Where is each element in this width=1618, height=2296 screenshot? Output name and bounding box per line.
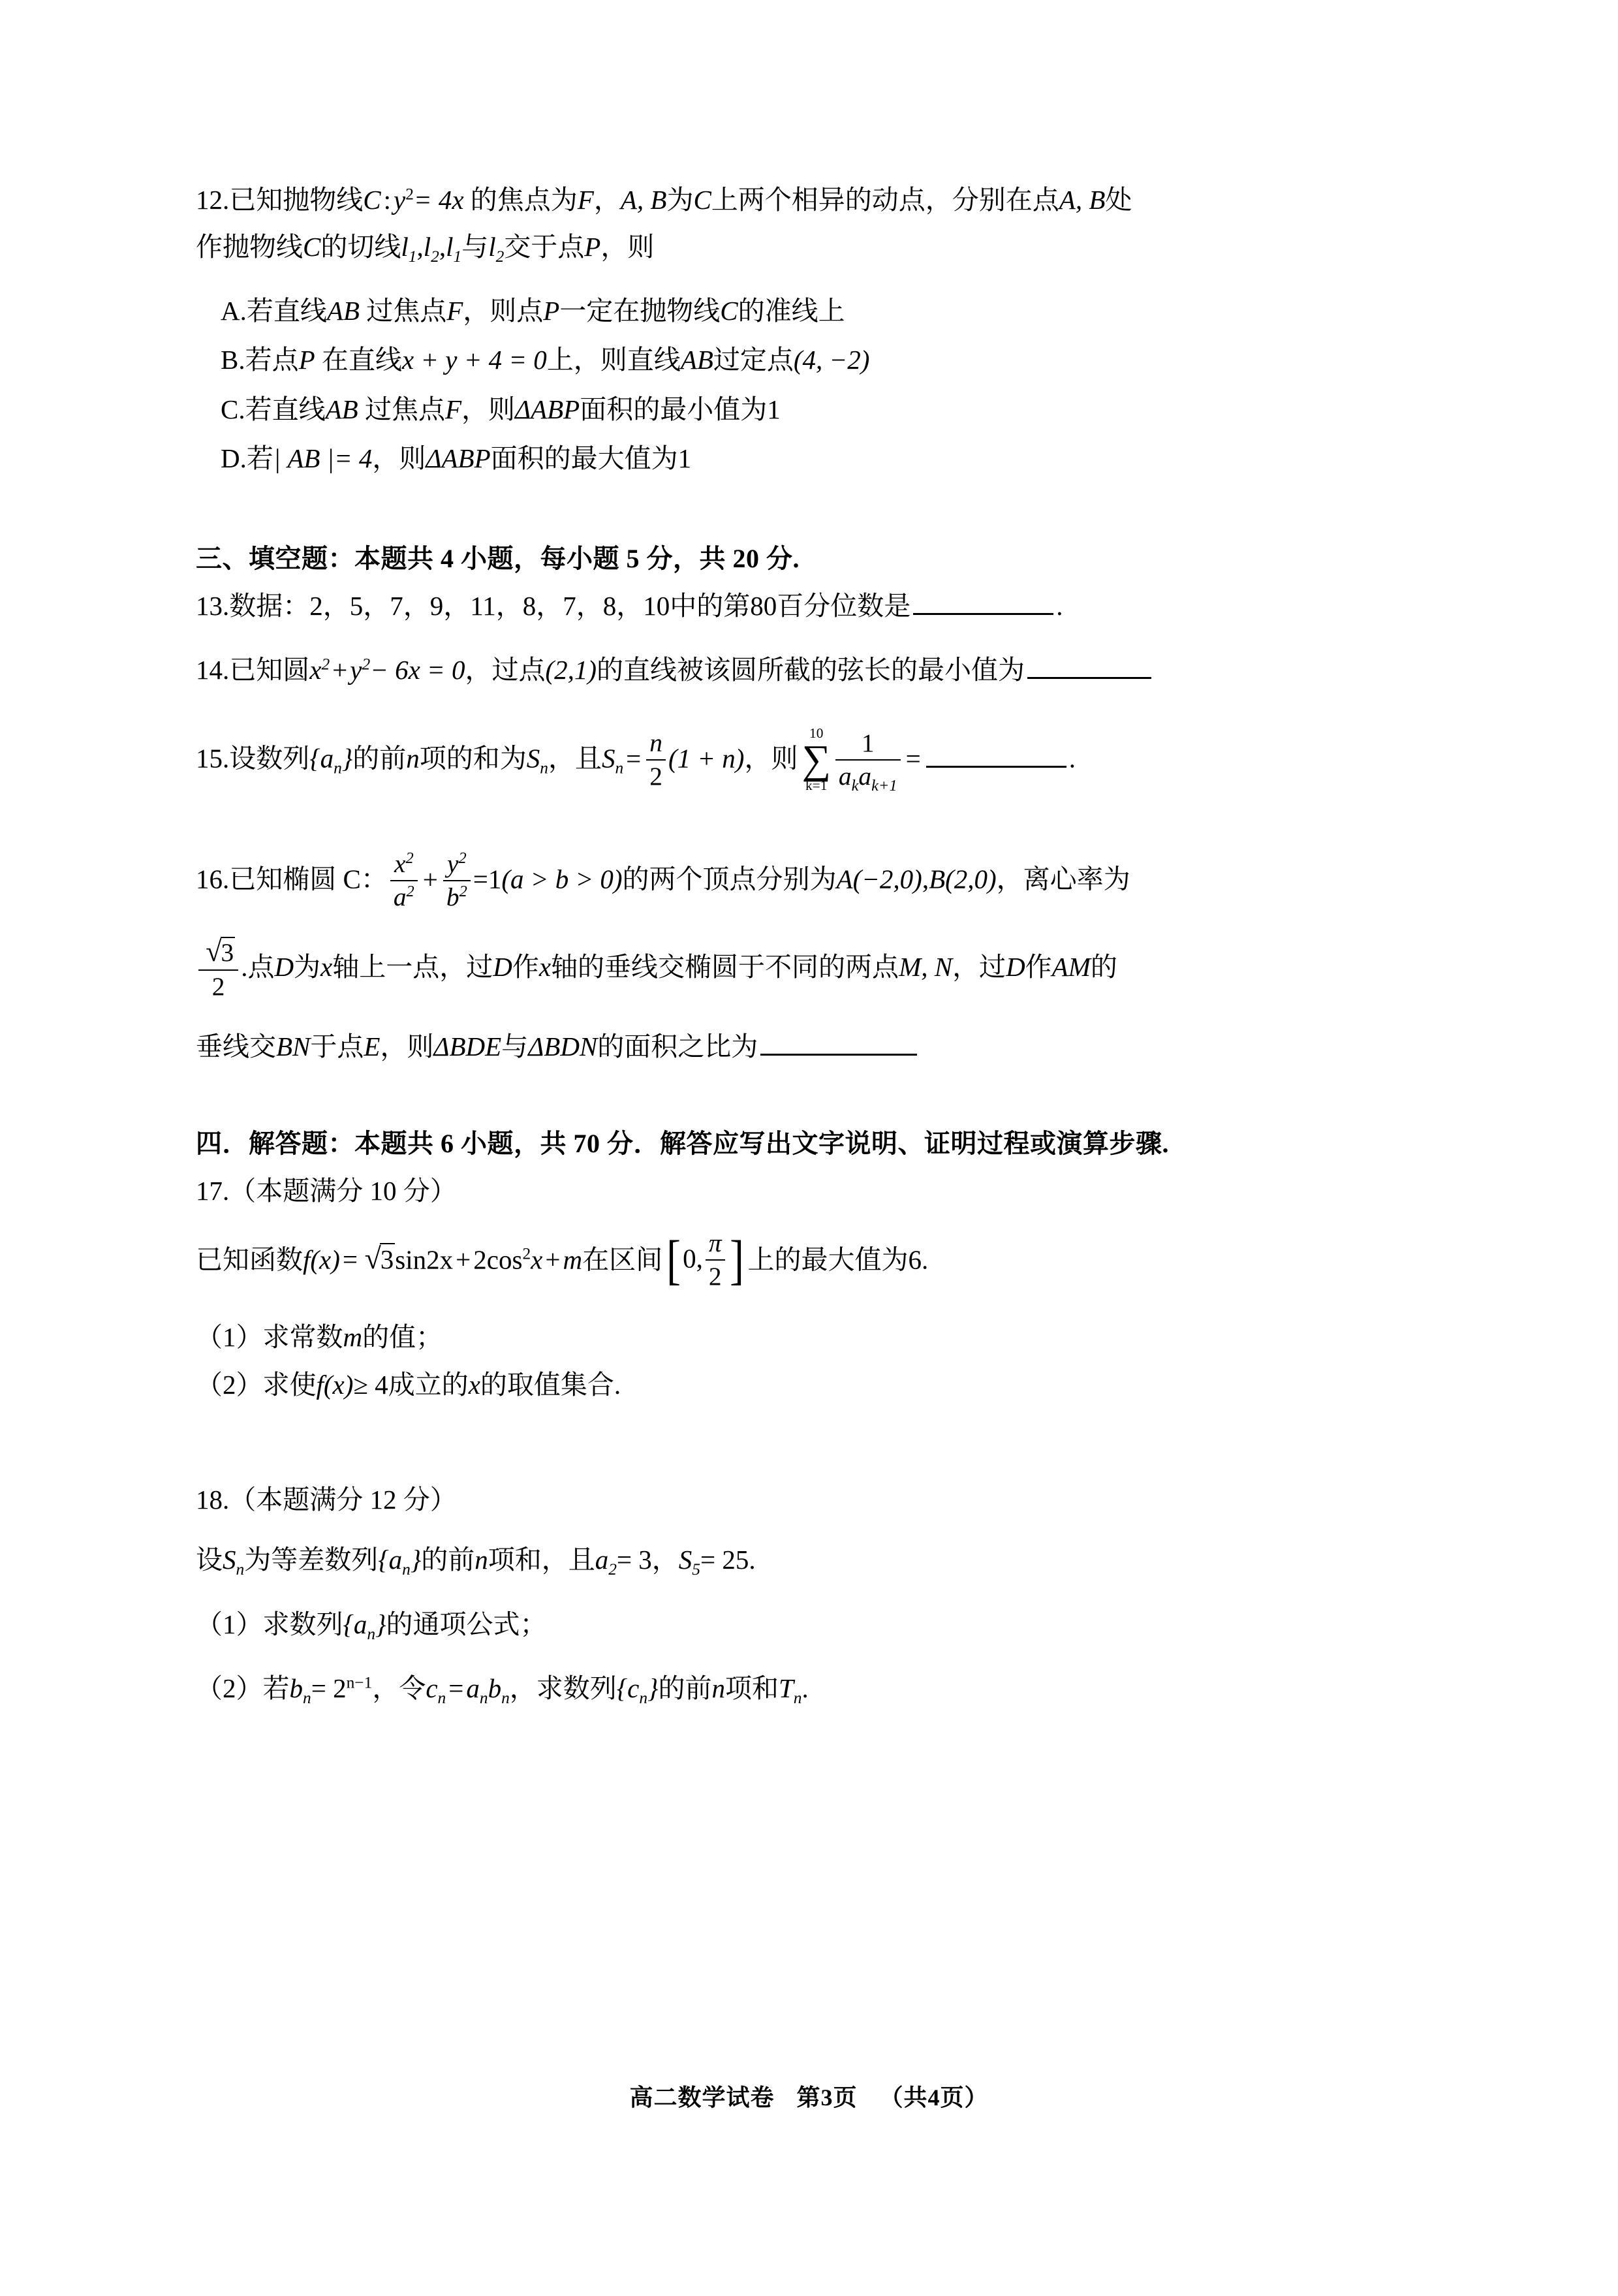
opt-a-t1: 若直线 bbox=[246, 295, 327, 326]
q18-sub2-T: T bbox=[778, 1673, 794, 1704]
q12-curve-c2: C bbox=[693, 185, 711, 215]
q16-number: 16. bbox=[196, 864, 230, 894]
q18-sub2-a: （2）若 bbox=[196, 1673, 290, 1704]
question-17-sub2 bbox=[196, 1364, 1436, 1405]
q16-text-c: ，离心率为 bbox=[996, 864, 1130, 894]
q17-cos-var: x bbox=[531, 1244, 543, 1275]
q17-int-den: 2 bbox=[708, 1261, 722, 1291]
opt-a-t4: 一定在抛物线 bbox=[559, 295, 721, 326]
q15-seq: {a bbox=[309, 743, 334, 774]
q17-int-num: π bbox=[706, 1229, 725, 1261]
opt-b-v4: (4, −2) bbox=[793, 345, 870, 375]
q12-points-ab: A, B bbox=[620, 185, 667, 215]
q12-l2-text4: ，则 bbox=[600, 232, 655, 262]
question-12-stem-line2: 作抛物线C的切线$l_1,l_2,l_1$与$l_2$交于点P，则 bbox=[196, 232, 655, 266]
q16-l2-g: 作 bbox=[1025, 951, 1052, 982]
q15-text-d: ，且 bbox=[548, 743, 602, 774]
opt-a-t2: 过焦点 bbox=[366, 295, 447, 326]
q15-S2-sub: n bbox=[615, 759, 624, 778]
q15-sum-num: 1 bbox=[835, 729, 901, 761]
q13-text-b: 百分位数是 bbox=[777, 590, 911, 621]
q15-fraction-n-over-2 bbox=[646, 729, 666, 791]
q16-f2-num-y: y bbox=[446, 849, 459, 879]
opt-d-v2: ΔABP bbox=[426, 443, 491, 474]
q18-sub1-a: （1）求数列 bbox=[196, 1609, 343, 1639]
q16-tri1: ΔBDE bbox=[433, 1031, 502, 1062]
q12-tangent-l2: l bbox=[423, 232, 431, 262]
bracket-left-icon: [ bbox=[666, 1230, 681, 1291]
q18-sub2-b-exp: n−1 bbox=[346, 1673, 373, 1692]
q16-f2-num bbox=[443, 849, 471, 881]
q12-stem-text1: 已知抛物线 bbox=[229, 185, 364, 215]
q15-S-sub: n bbox=[540, 759, 548, 778]
q18-S5-eq: = 25 bbox=[700, 1545, 749, 1575]
q18-seq: {a bbox=[378, 1545, 403, 1575]
q12-stem-text5: 处 bbox=[1105, 185, 1132, 215]
q15-den-a1-sub: k bbox=[851, 777, 859, 795]
q18-S5-sub: 5 bbox=[692, 1560, 700, 1579]
q12-stem-text3: 为 bbox=[666, 185, 694, 215]
q14-x-exp: 2 bbox=[321, 655, 330, 674]
q18-sub2-a-sym: a bbox=[466, 1673, 480, 1704]
q15-sum-lower: k=1 bbox=[805, 777, 828, 793]
q16-point-a: A(−2,0) bbox=[836, 864, 922, 894]
q17-int-left: 0, bbox=[683, 1243, 703, 1274]
q16-point-b: B(2,0) bbox=[929, 864, 997, 894]
q18-sub2-b-eq: = 2 bbox=[311, 1673, 347, 1704]
q13-number: 13. bbox=[196, 590, 230, 621]
q15-summation bbox=[801, 726, 830, 793]
q12-l3-sub: 1 bbox=[453, 247, 462, 266]
q18-sub2-cseq-sub: n bbox=[639, 1689, 648, 1708]
question-12-option-c[interactable] bbox=[221, 390, 1436, 430]
opt-c-t2: 过焦点 bbox=[364, 394, 445, 424]
q18-period: . bbox=[749, 1545, 756, 1575]
q14-text-a: 已知圆 bbox=[229, 654, 310, 685]
question-12-stem bbox=[196, 180, 1436, 220]
q17-plus: + bbox=[456, 1244, 471, 1275]
q15-S: S bbox=[526, 743, 540, 774]
q15-sum-upper: 10 bbox=[809, 725, 824, 742]
q17-sub2-a: （2）求使 bbox=[196, 1369, 317, 1400]
question-16-line1 bbox=[196, 851, 1436, 913]
q14-text-c: 的直线被该圆所截的弦长的最小值为 bbox=[597, 654, 1025, 685]
question-13 bbox=[196, 586, 1436, 626]
q12-stem-text4: 上两个相异的动点，分别在点 bbox=[711, 185, 1059, 215]
opt-c-v2: F bbox=[444, 394, 461, 424]
opt-b-v1: P bbox=[298, 345, 315, 375]
q14-number: 14. bbox=[196, 654, 230, 685]
opt-a-v2: F bbox=[446, 295, 463, 326]
footer-page-total: （共4页） bbox=[879, 2084, 989, 2111]
q16-l2-a: .点 bbox=[241, 951, 275, 982]
section-4-heading: 四．解答题：本题共 6 小题，共 70 分．解答应写出文字说明、证明过程或演算步骤. bbox=[196, 1129, 1169, 1159]
q17-f: f bbox=[303, 1244, 311, 1275]
question-16-line3 bbox=[196, 1026, 1436, 1067]
q16-f1-den-sup: 2 bbox=[406, 883, 414, 901]
q16-x1: x bbox=[320, 951, 333, 982]
q12-number: 12. bbox=[196, 185, 230, 215]
q17-sub1-m: m bbox=[343, 1322, 363, 1353]
q17-cos-term: 2cos bbox=[473, 1244, 523, 1275]
q18-sub2-b-sub: n bbox=[303, 1689, 311, 1708]
opt-a-v1: AB bbox=[326, 295, 360, 326]
q17-sub2-fx: (x) bbox=[323, 1369, 354, 1400]
q18-sub2-a-sub: n bbox=[479, 1689, 488, 1708]
q12-tangent-l1: l bbox=[401, 232, 409, 262]
q16-x2: x bbox=[538, 951, 552, 982]
q18-S5: S bbox=[678, 1545, 692, 1575]
question-17-sub1 bbox=[196, 1317, 1436, 1357]
bracket-right-icon: ] bbox=[729, 1230, 744, 1291]
q16-plus: + bbox=[422, 864, 438, 894]
q15-number: 15. bbox=[196, 743, 230, 774]
opt-d-key: D. bbox=[221, 443, 247, 474]
question-18-sub1 bbox=[196, 1604, 1436, 1644]
q17-sqrt-radicand: 3 bbox=[380, 1244, 394, 1275]
q18-seq-close: } bbox=[410, 1545, 422, 1575]
q16-l2-b: 为 bbox=[294, 951, 321, 982]
q14-y-exp: 2 bbox=[362, 655, 371, 674]
opt-a-v4: C bbox=[720, 295, 738, 326]
question-12-option-b[interactable] bbox=[221, 340, 1436, 381]
opt-c-v1: AB bbox=[325, 394, 358, 424]
q18-sub1-sub: n bbox=[367, 1624, 376, 1643]
sqrt-icon bbox=[202, 936, 235, 968]
page-footer bbox=[0, 2079, 1618, 2113]
q12-point-p: P bbox=[584, 232, 601, 262]
q16-l2-h: 的 bbox=[1090, 951, 1117, 982]
q16-eq-one: =1 bbox=[473, 864, 502, 894]
q16-eccentricity bbox=[198, 936, 238, 1001]
opt-b-key: B. bbox=[221, 345, 245, 375]
q18-sub2-d: ，求数列 bbox=[509, 1673, 617, 1704]
sqrt-3-icon bbox=[360, 1236, 395, 1282]
q15-den-a2: a bbox=[858, 762, 872, 791]
q15-n1: n bbox=[406, 743, 420, 774]
q12-comma1: ， bbox=[593, 185, 621, 215]
q17-period: . bbox=[922, 1244, 929, 1275]
q16-f2-den-b: b bbox=[446, 883, 459, 912]
q18-sub2-c-eq: = bbox=[448, 1673, 464, 1704]
q12-l2-text3: 交于点 bbox=[504, 232, 585, 262]
q17-body-c: 上的最大值为 bbox=[747, 1244, 909, 1275]
q14-eq-y: y bbox=[350, 654, 362, 685]
opt-c-t4: 面积的最小值为 bbox=[580, 394, 768, 424]
q15-text-e: ，则 bbox=[744, 743, 798, 774]
q18-sub2-cseq: {c bbox=[616, 1673, 640, 1704]
q17-body-a: 已知函数 bbox=[196, 1244, 303, 1275]
q13-percentile: 80 bbox=[750, 590, 777, 621]
q17-m: m bbox=[563, 1244, 583, 1275]
q16-f2-den bbox=[443, 881, 471, 912]
q12-colon: : bbox=[383, 185, 392, 215]
q16-frac-x2-a2 bbox=[390, 849, 418, 912]
q12-points-ab2: A, B bbox=[1059, 185, 1106, 215]
q15-answer-blank[interactable] bbox=[926, 739, 1066, 768]
q12-eq-y: y bbox=[394, 185, 406, 215]
q12-l4-sub: 2 bbox=[495, 247, 505, 266]
q16-f2-den-sup: 2 bbox=[459, 883, 467, 901]
q18-body-b: 为等差数列 bbox=[244, 1545, 379, 1575]
question-17-body bbox=[196, 1228, 1436, 1294]
q16-l2-d: 作 bbox=[512, 951, 539, 982]
q15-eq: = bbox=[626, 743, 642, 774]
sigma-icon: ∑ bbox=[801, 736, 831, 782]
q15-den-a2-sub: k+1 bbox=[871, 777, 897, 795]
q16-f1-num-sup: 2 bbox=[405, 849, 414, 868]
q18-body-c: 的前 bbox=[421, 1545, 475, 1575]
question-15 bbox=[196, 725, 1436, 795]
q12-tangent-l4: l bbox=[488, 232, 496, 262]
q12-yu: 与 bbox=[461, 232, 489, 262]
q15-seq-close: } bbox=[341, 743, 353, 774]
q17-sub2-c: 的取值集合. bbox=[480, 1369, 621, 1400]
opt-b-t3: 上，则直线 bbox=[546, 345, 681, 375]
q18-a2-sub: 2 bbox=[608, 1560, 617, 1579]
q18-comma: ， bbox=[651, 1545, 679, 1575]
opt-c-key: C. bbox=[221, 394, 245, 424]
q16-text-a: 已知椭圆 C： bbox=[229, 864, 388, 894]
q16-frac-y2-b2 bbox=[443, 849, 471, 912]
q18-seq-sub: n bbox=[402, 1560, 411, 1579]
opt-d-v3: 1 bbox=[677, 443, 692, 474]
q16-comma: , bbox=[922, 864, 929, 894]
q14-plus: + bbox=[332, 654, 348, 685]
opt-b-t2: 在直线 bbox=[321, 345, 402, 375]
q15-period: . bbox=[1068, 743, 1076, 774]
q16-ecc-num bbox=[198, 936, 238, 971]
q18-a2: a bbox=[595, 1545, 609, 1575]
q18-S-sub: n bbox=[236, 1560, 245, 1579]
radical-sign-2: √ bbox=[364, 1242, 381, 1276]
q18-sub1-close: } bbox=[375, 1609, 386, 1639]
q16-mn: M, N bbox=[899, 951, 953, 982]
q16-d1: D bbox=[274, 951, 294, 982]
q18-number: 18. bbox=[196, 1485, 230, 1515]
q18-title-text: （本题满分 12 分） bbox=[229, 1485, 457, 1515]
q16-condition: (a > b > 0) bbox=[501, 864, 623, 894]
q15-den-a1: a bbox=[838, 762, 852, 791]
q12-l1-sub: 1 bbox=[408, 247, 417, 266]
q18-sub2-n: n bbox=[711, 1673, 725, 1704]
question-16-line2 bbox=[196, 937, 1436, 1003]
q16-f2-num-sup: 2 bbox=[458, 849, 467, 868]
q15-frac-den: 2 bbox=[649, 762, 662, 791]
q18-sub1-b: 的通项公式； bbox=[386, 1609, 547, 1639]
q12-l2-text2: 的切线 bbox=[320, 232, 401, 262]
opt-a-key: A. bbox=[221, 295, 247, 326]
q16-f1-num-x: x bbox=[394, 849, 406, 879]
q18-body-d: 项和，且 bbox=[488, 1545, 595, 1575]
q16-l2-f: ，过 bbox=[952, 951, 1006, 982]
section-3-heading: 三、填空题：本题共 4 小题，每小题 5 分，共 20 分. bbox=[196, 543, 800, 573]
q18-sub2-f: 项和 bbox=[724, 1673, 779, 1704]
q18-sub2-T-sub: n bbox=[793, 1689, 802, 1708]
q17-max-val: 6 bbox=[908, 1244, 922, 1275]
footer-page-label: 第3页 bbox=[796, 2084, 858, 2111]
question-18-sub2 bbox=[196, 1668, 1436, 1708]
q16-l3-c: ，则 bbox=[380, 1031, 434, 1062]
page-content bbox=[196, 180, 1436, 1715]
q17-interval-inner bbox=[683, 1230, 727, 1293]
q16-f1-den bbox=[390, 881, 418, 912]
opt-c-t3: ，则 bbox=[461, 394, 515, 424]
q18-sub2-c-sym: c bbox=[426, 1673, 438, 1704]
opt-c-t1: 若直线 bbox=[245, 394, 326, 424]
radical-sign: √ bbox=[206, 936, 222, 968]
q17-cos-sup: 2 bbox=[522, 1244, 531, 1263]
q16-l2-c: 轴上一点，过 bbox=[332, 951, 493, 982]
opt-a-t5: 的准线上 bbox=[738, 295, 845, 326]
q17-interval bbox=[664, 1230, 745, 1293]
q18-body-a: 设 bbox=[196, 1545, 223, 1575]
q16-d3: D bbox=[1006, 951, 1025, 982]
opt-d-v1: | AB |= 4 bbox=[273, 443, 373, 474]
q13-period: . bbox=[1056, 590, 1063, 621]
q16-l3-d: 与 bbox=[501, 1031, 529, 1062]
q17-sub2-ge: ≥ 4 bbox=[353, 1369, 388, 1400]
q17-sub1-a: （1）求常数 bbox=[196, 1322, 343, 1353]
opt-c-v4: 1 bbox=[767, 394, 781, 424]
question-17-title bbox=[196, 1171, 1436, 1211]
q15-sum-den bbox=[835, 761, 901, 795]
q15-frac-num: n bbox=[646, 729, 666, 761]
q16-tri2: ΔBDN bbox=[528, 1031, 598, 1062]
q12-eq-exp: 2 bbox=[405, 185, 414, 204]
footer-subject: 高二数学试卷 bbox=[629, 2084, 775, 2111]
q17-plus2: + bbox=[545, 1244, 561, 1275]
q18-sub2-cseq-close: } bbox=[647, 1673, 659, 1704]
opt-a-t3: ，则点 bbox=[463, 295, 544, 326]
q17-sub2-f: f bbox=[316, 1369, 324, 1400]
q17-body-b: 在区间 bbox=[582, 1244, 663, 1275]
q17-eq: = bbox=[342, 1244, 358, 1275]
q18-S: S bbox=[223, 1545, 236, 1575]
q18-sub2-c-sub: n bbox=[437, 1689, 446, 1708]
q15-paren: (1 + n) bbox=[668, 743, 745, 774]
q12-l2-text1: 作抛物线 bbox=[196, 232, 303, 262]
opt-a-v3: P bbox=[543, 295, 560, 326]
q16-am: AM bbox=[1051, 951, 1091, 982]
q16-l3-b: 于点 bbox=[310, 1031, 364, 1062]
q16-ecc-den: 2 bbox=[211, 972, 225, 1001]
q14-eq-x: x bbox=[309, 654, 322, 685]
q15-text-b: 的前 bbox=[352, 743, 407, 774]
q12-curve-c: C bbox=[363, 185, 381, 215]
q16-d2: D bbox=[493, 951, 512, 982]
q18-n: n bbox=[475, 1545, 488, 1575]
q16-f1-den-a: a bbox=[393, 883, 407, 912]
q18-sub2-bb-sym: b bbox=[488, 1673, 502, 1704]
q15-S2: S bbox=[601, 743, 615, 774]
q18-sub2-b-sym: b bbox=[289, 1673, 303, 1704]
q17-int-frac bbox=[706, 1229, 725, 1291]
q18-a2-eq: = 3 bbox=[616, 1545, 652, 1575]
q16-text-b: 的两个顶点分别为 bbox=[622, 864, 837, 894]
question-18-body bbox=[196, 1539, 1436, 1580]
q16-ecc-radicand: 3 bbox=[221, 938, 234, 967]
opt-d-t1: 若 bbox=[246, 443, 273, 474]
q12-l2-sub: 2 bbox=[431, 247, 439, 266]
opt-b-v3: AB bbox=[680, 345, 713, 375]
opt-b-v2: x + y + 4 = 0 bbox=[401, 345, 547, 375]
opt-c-v3: ΔABP bbox=[515, 394, 580, 424]
q15-sum-fraction bbox=[835, 729, 901, 795]
q15-seq-sub: n bbox=[334, 759, 342, 778]
q15-text-c: 项的和为 bbox=[419, 743, 527, 774]
q12-l2-curve: C bbox=[303, 232, 321, 262]
question-18-title bbox=[196, 1479, 1436, 1520]
q17-number: 17. bbox=[196, 1176, 230, 1206]
q18-sub2-bb-sub: n bbox=[501, 1689, 510, 1708]
q16-e: E bbox=[364, 1031, 381, 1062]
q16-bn: BN bbox=[276, 1031, 311, 1062]
q12-focus-f: F bbox=[577, 185, 594, 215]
q18-sub1-seq: {a bbox=[343, 1609, 367, 1639]
question-12-option-d[interactable] bbox=[221, 439, 1436, 479]
q16-l3-a: 垂线交 bbox=[196, 1031, 276, 1062]
q15-equals: = bbox=[905, 743, 921, 774]
q16-answer-blank[interactable] bbox=[760, 1027, 917, 1056]
q16-f1-num bbox=[390, 849, 418, 881]
q13-answer-blank[interactable] bbox=[913, 586, 1053, 615]
opt-b-t1: 若点 bbox=[245, 345, 299, 375]
opt-d-t2: ，则 bbox=[372, 443, 426, 474]
question-14 bbox=[196, 650, 1436, 690]
q18-sub2-period: . bbox=[801, 1673, 809, 1704]
q16-l3-e: 的面积之比为 bbox=[597, 1031, 758, 1062]
q13-text-a: 数据：2，5，7，9，11，8，7，8，10中的第 bbox=[229, 590, 751, 621]
question-12-option-a[interactable] bbox=[221, 291, 1436, 332]
q14-answer-blank[interactable] bbox=[1027, 650, 1151, 679]
q17-sub2-b: 成立的 bbox=[388, 1369, 469, 1400]
q17-sin-term: sin2x bbox=[395, 1244, 454, 1275]
q17-sub1-b: 的值； bbox=[362, 1322, 443, 1353]
q12-tangent-l3: l bbox=[446, 232, 454, 262]
q15-text-a: 设数列 bbox=[229, 743, 310, 774]
q14-eq-rest: − 6x = 0 bbox=[370, 654, 465, 685]
q14-text-b: ，过点 bbox=[465, 654, 546, 685]
opt-b-t4: 过定点 bbox=[713, 345, 794, 375]
q17-fx: (x) bbox=[310, 1244, 340, 1275]
q17-sub2-x: x bbox=[468, 1369, 480, 1400]
q18-sub2-e: 的前 bbox=[658, 1673, 712, 1704]
q17-title-text: （本题满分 10 分） bbox=[229, 1176, 457, 1206]
q16-l2-e: 轴的垂线交椭圆于不同的两点 bbox=[551, 951, 899, 982]
q18-sub2-comma: ，令 bbox=[372, 1673, 426, 1704]
q12-stem-text2: 的焦点为 bbox=[470, 185, 578, 215]
opt-d-t3: 面积的最大值为 bbox=[490, 443, 678, 474]
q12-eq-rhs: = 4x bbox=[413, 185, 464, 215]
q14-point: (2,1) bbox=[545, 654, 597, 685]
